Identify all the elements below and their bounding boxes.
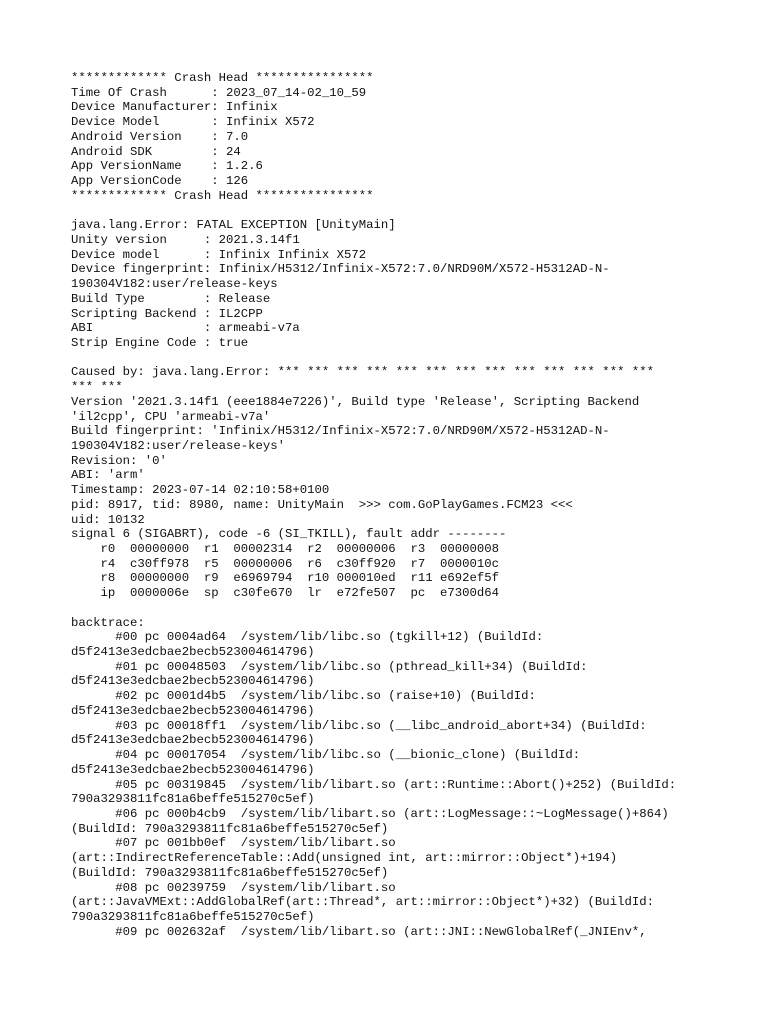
log-line: Android Version : 7.0 bbox=[71, 129, 249, 144]
log-line: backtrace: bbox=[71, 615, 145, 630]
log-line: #00 pc 0004ad64 /system/lib/libc.so (tgkill+12) (BuildId: bbox=[71, 630, 544, 645]
log-line: ************* Crash Head **************** bbox=[71, 188, 374, 203]
log-line: Device Manufacturer: Infinix bbox=[71, 100, 278, 115]
log-line: d5f2413e3edcbae2becb523004614796) bbox=[71, 674, 315, 689]
log-line: App VersionName : 1.2.6 bbox=[71, 159, 263, 174]
log-line bbox=[71, 601, 676, 616]
log-line: d5f2413e3edcbae2becb523004614796) bbox=[71, 703, 315, 718]
log-line: (BuildId: 790a3293811fc81a6beffe515270c5ef) bbox=[71, 821, 389, 836]
log-line: ABI : armeabi-v7a bbox=[71, 321, 300, 336]
log-line: Time Of Crash : 2023_07_14-02_10_59 bbox=[71, 85, 367, 100]
log-line: (art::JavaVMExt::AddGlobalRef(art::Thread*, art::mirror::Object*)+32) (BuildId: bbox=[71, 895, 654, 910]
log-line: Revision: '0' bbox=[71, 453, 167, 468]
log-line: #09 pc 002632af /system/lib/libart.so (art::JNI::NewGlobalRef(_JNIEnv*, bbox=[71, 924, 647, 939]
log-line: ip 0000006e sp c30fe670 lr e72fe507 pc e7300d64 bbox=[71, 586, 500, 601]
log-line: Device model : Infinix Infinix X572 bbox=[71, 247, 367, 262]
crash-log-text bbox=[71, 71, 676, 939]
log-line: Version '2021.3.14f1 (eee1884e7226)', Build type 'Release', Scripting Backend bbox=[71, 394, 640, 409]
log-line: #08 pc 00239759 /system/lib/libart.so bbox=[71, 880, 396, 895]
log-line: #05 pc 00319845 /system/lib/libart.so (art::Runtime::Abort()+252) (BuildId: bbox=[71, 777, 677, 792]
log-line: Scripting Backend : IL2CPP bbox=[71, 306, 263, 321]
log-line: ************* Crash Head **************** bbox=[71, 71, 374, 85]
log-line: 790a3293811fc81a6beffe515270c5ef) bbox=[71, 909, 315, 924]
log-line: #03 pc 00018ff1 /system/lib/libc.so (__libc_android_abort+34) (BuildId: bbox=[71, 718, 647, 733]
log-line: *** *** bbox=[71, 380, 123, 395]
log-line: Build Type : Release bbox=[71, 291, 271, 306]
log-line: uid: 10132 bbox=[71, 512, 145, 527]
log-line bbox=[71, 351, 676, 366]
log-line: 790a3293811fc81a6beffe515270c5ef) bbox=[71, 792, 315, 807]
log-line: r4 c30ff978 r5 00000006 r6 c30ff920 r7 0000010c bbox=[71, 556, 500, 571]
log-line: #06 pc 000b4cb9 /system/lib/libart.so (art::LogMessage::~LogMessage()+864) bbox=[71, 806, 669, 821]
log-line: #04 pc 00017054 /system/lib/libc.so (__bionic_clone) (BuildId: bbox=[71, 748, 581, 763]
log-line: signal 6 (SIGABRT), code -6 (SI_TKILL), fault addr -------- bbox=[71, 527, 507, 542]
log-line: ABI: 'arm' bbox=[71, 468, 145, 483]
log-line: d5f2413e3edcbae2becb523004614796) bbox=[71, 645, 315, 660]
log-line: Timestamp: 2023-07-14 02:10:58+0100 bbox=[71, 483, 330, 498]
log-line: Device Model : Infinix X572 bbox=[71, 115, 315, 130]
log-line: Caused by: java.lang.Error: *** *** *** *** *** *** *** *** *** *** *** *** *** bbox=[71, 365, 654, 380]
log-line: #02 pc 0001d4b5 /system/lib/libc.so (raise+10) (BuildId: bbox=[71, 689, 536, 704]
log-line: Android SDK : 24 bbox=[71, 144, 241, 159]
log-line: Strip Engine Code : true bbox=[71, 335, 249, 350]
log-line bbox=[71, 203, 676, 218]
log-line: java.lang.Error: FATAL EXCEPTION [UnityMain] bbox=[71, 218, 396, 233]
log-line: 190304V182:user/release-keys bbox=[71, 277, 278, 292]
log-line: 190304V182:user/release-keys' bbox=[71, 438, 286, 453]
log-line: (BuildId: 790a3293811fc81a6beffe515270c5ef) bbox=[71, 865, 389, 880]
log-line: App VersionCode : 126 bbox=[71, 174, 249, 189]
log-line: r8 00000000 r9 e6969794 r10 000010ed r11 e692ef5f bbox=[71, 571, 500, 586]
log-line: d5f2413e3edcbae2becb523004614796) bbox=[71, 733, 315, 748]
log-line: Build fingerprint: 'Infinix/H5312/Infinix-X572:7.0/NRD90M/X572-H5312AD-N- bbox=[71, 424, 610, 439]
log-line: #07 pc 001bb0ef /system/lib/libart.so bbox=[71, 836, 396, 851]
log-line: d5f2413e3edcbae2becb523004614796) bbox=[71, 762, 315, 777]
log-line: Device fingerprint: Infinix/H5312/Infinix-X572:7.0/NRD90M/X572-H5312AD-N- bbox=[71, 262, 610, 277]
log-line: 'il2cpp', CPU 'armeabi-v7a' bbox=[71, 409, 271, 424]
log-line: Unity version : 2021.3.14f1 bbox=[71, 232, 300, 247]
log-line: #01 pc 00048503 /system/lib/libc.so (pthread_kill+34) (BuildId: bbox=[71, 659, 588, 674]
log-line: r0 00000000 r1 00002314 r2 00000006 r3 00000008 bbox=[71, 542, 500, 556]
log-line: pid: 8917, tid: 8980, name: UnityMain >>> com.GoPlayGames.FCM23 <<< bbox=[71, 497, 573, 512]
log-line: (art::IndirectReferenceTable::Add(unsigned int, art::mirror::Object*)+194) bbox=[71, 851, 618, 866]
